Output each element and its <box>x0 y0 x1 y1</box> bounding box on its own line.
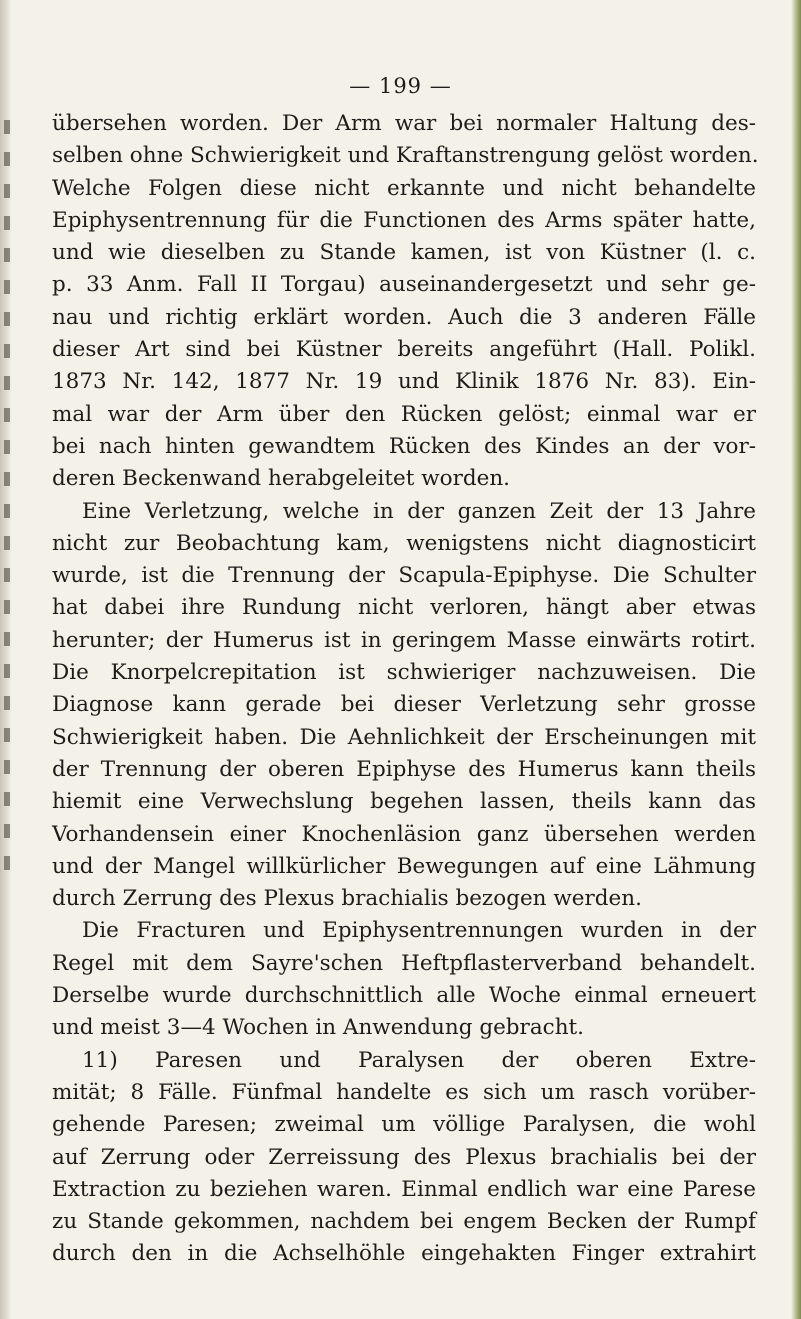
text-line: Schwierigkeit haben. Die Aehnlichkeit der Erscheinungen mit <box>52 724 756 750</box>
text-line: Eine Verletzung, welche in der ganzen Zeit der 13 Jahre <box>82 498 756 524</box>
text-line: herunter; der Humerus ist in geringem Masse einwärts rotirt. <box>52 627 756 653</box>
text-line: deren Beckenwand herabgeleitet worden. <box>52 466 511 492</box>
page-number: — 199 — <box>349 74 452 98</box>
text-line: selben ohne Schwierigkeit und Kraftanstrengung gelöst worden. <box>52 143 759 169</box>
text-line: auf Zerrung oder Zerreissung des Plexus brachialis bei der <box>52 1144 756 1170</box>
text-line: mal war der Arm über den Rücken gelöst; einmal war er <box>52 401 756 427</box>
binding-marks <box>4 120 10 880</box>
text-line: 1873 Nr. 142, 1877 Nr. 19 und Klinik 1876 Nr. 83). Ein- <box>52 369 756 395</box>
text-line: Epiphysentrennung für die Functionen des Arms später hatte, <box>52 207 756 233</box>
text-line: der Trennung der oberen Epiphyse des Humerus kann theils <box>52 756 756 782</box>
page-edge-tint <box>791 0 801 1319</box>
text-line: Diagnose kann gerade bei dieser Verletzung sehr grosse <box>52 692 756 718</box>
text-line: hiemit eine Verwechslung begehen lassen, theils kann das <box>52 789 756 815</box>
text-line: durch den in die Achselhöhle eingehakten Finger extrahirt <box>52 1241 756 1267</box>
text-line: und meist 3—4 Wochen in Anwendung gebracht. <box>52 1015 585 1041</box>
text-line: Vorhandensein einer Knochenläsion ganz übersehen werden <box>52 821 756 847</box>
text-line: dieser Art sind bei Küstner bereits angeführt (Hall. Polikl. <box>52 337 756 363</box>
text-line: nicht zur Beobachtung kam, wenigstens nicht diagnosticirt <box>52 530 756 556</box>
text-line: Die Fracturen und Epiphysentrennungen wurden in der <box>82 918 756 944</box>
text-line: p. 33 Anm. Fall II Torgau) auseinandergesetzt und sehr ge- <box>52 272 756 298</box>
text-line: Regel mit dem Sayre'schen Heftpflasterverband behandelt. <box>52 950 756 976</box>
text-line: gehende Paresen; zweimal um völlige Paralysen, die wohl <box>52 1112 756 1138</box>
text-line: übersehen worden. Der Arm war bei normaler Haltung des- <box>52 111 756 136</box>
text-line: wurde, ist die Trennung der Scapula-Epiphyse. Die Schulter <box>52 563 756 589</box>
text-line: Derselbe wurde durchschnittlich alle Woche einmal erneuert <box>52 983 756 1009</box>
text-line: mität; 8 Fälle. Fünfmal handelte es sich um rasch vorüber- <box>52 1079 756 1105</box>
text-line: hat dabei ihre Rundung nicht verloren, hängt aber etwas <box>52 595 756 621</box>
text-line: zu Stande gekommen, nachdem bei engem Becken der Rumpf <box>52 1209 756 1235</box>
text-line: bei nach hinten gewandtem Rücken des Kindes an der vor- <box>52 433 756 459</box>
text-line: und wie dieselben zu Stande kamen, ist von Küstner (l. c. <box>52 240 756 266</box>
text-line: durch Zerrung des Plexus brachialis bezogen werden. <box>52 886 642 912</box>
body-text <box>52 108 759 1271</box>
text-line: Extraction zu beziehen waren. Einmal endlich war eine Parese <box>52 1176 756 1202</box>
text-line: Welche Folgen diese nicht erkannte und nicht behandelte <box>52 175 756 201</box>
text-line: und der Mangel willkürlicher Bewegungen auf eine Lähmung <box>52 853 756 879</box>
text-line: nau und richtig erklärt worden. Auch die 3 anderen Fälle <box>52 304 756 330</box>
section-heading-line: 11) Paresen und Paralysen der oberen Extre- <box>82 1047 756 1073</box>
text-line: Die Knorpelcrepitation ist schwieriger nachzuweisen. Die <box>52 660 756 686</box>
